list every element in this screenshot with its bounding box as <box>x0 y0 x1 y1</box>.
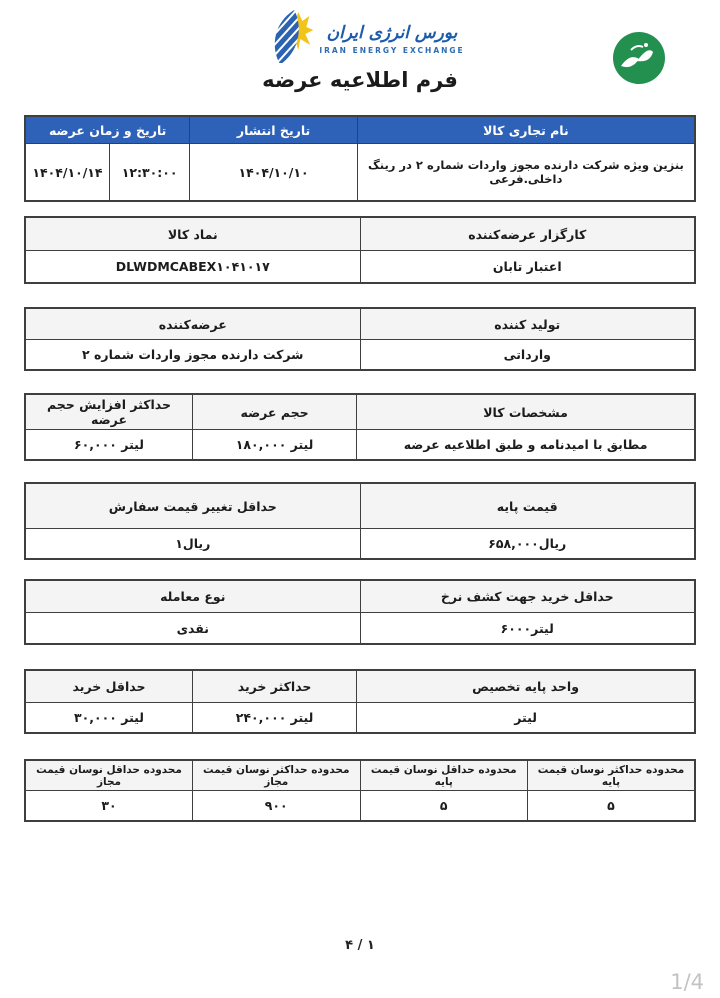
min-price-change-header: حداقل تغییر قیمت سفارش <box>25 483 360 529</box>
max-base-fluctuation-cell: ۵ <box>528 791 696 822</box>
max-allowed-fluctuation-cell: ۹۰۰ <box>193 791 361 822</box>
trade-type-header: نوع معامله <box>25 580 360 613</box>
min-discovery-buy-header: حداقل خرید جهت کشف نرخ <box>360 580 695 613</box>
specs-volume-table <box>24 393 696 461</box>
max-volume-increase-cell: لیتر ۶۰,۰۰۰ <box>25 430 193 461</box>
leaf-flame-icon <box>271 8 313 68</box>
symbol-header: نماد کالا <box>25 217 360 251</box>
min-allowed-fluctuation-cell: ۳۰ <box>25 791 193 822</box>
base-price-table <box>24 482 696 560</box>
broker-cell: اعتبار تابان <box>360 251 695 284</box>
product-name-cell: بنزین ویژه شرکت دارنده مجوز واردات شماره ۲ در رینگ داخلی.فرعی <box>357 144 695 202</box>
allocation-buylimit-table <box>24 669 696 734</box>
discovery-tradetype-table <box>24 579 696 645</box>
allocation-buylimit-header-row <box>25 670 695 703</box>
trade-type-cell: نقدی <box>25 613 360 645</box>
discovery-tradetype-header-row <box>25 580 695 613</box>
offer-summary-table <box>24 115 696 202</box>
min-price-change-cell: ریال۱ <box>25 529 360 560</box>
publish-date-cell: ۱۴۰۴/۱۰/۱۰ <box>190 144 358 202</box>
product-name-header: نام تجاری کالا <box>357 116 695 144</box>
volume-cell: لیتر ۱۸۰,۰۰۰ <box>193 430 357 461</box>
volume-header: حجم عرضه <box>193 394 357 430</box>
offer-datetime-header: تاریخ و زمان عرضه <box>25 116 190 144</box>
offer-time-cell: ۱۲:۳۰:۰۰ <box>109 144 189 202</box>
page-title: فرم اطلاعیه عرضه <box>262 68 458 92</box>
base-price-header: قیمت پایه <box>360 483 695 529</box>
broker-symbol-header-row <box>25 217 695 251</box>
producer-cell: وارداتی <box>360 340 695 371</box>
max-buy-header: حداکثر خرید <box>193 670 357 703</box>
discovery-tradetype-value-row <box>25 613 695 645</box>
producer-supplier-value-row <box>25 340 695 371</box>
publish-date-header: تاریخ انتشار <box>190 116 358 144</box>
offer-date-cell: ۱۴۰۴/۱۰/۱۴ <box>25 144 109 202</box>
base-price-value-row <box>25 529 695 560</box>
min-base-fluctuation-cell: ۵ <box>360 791 528 822</box>
broker-symbol-table <box>24 216 696 284</box>
page-number: ۱ / ۴ <box>345 938 375 953</box>
fluctuation-range-table <box>24 759 696 822</box>
max-base-fluctuation-header: محدوده حداکثر نوسان قیمت پایه <box>528 760 696 791</box>
symbol-cell: DLWDMCABEX۱۰۴۱۰۱۷ <box>25 251 360 284</box>
fluctuation-value-row <box>25 791 695 822</box>
specs-cell: مطابق با امیدنامه و طبق اطلاعیه عرضه <box>357 430 695 461</box>
base-price-header-row <box>25 483 695 529</box>
brand-name-fa: بورس انرژی ایران <box>326 22 458 43</box>
document-header <box>0 0 720 112</box>
supplier-header: عرضه‌کننده <box>25 308 360 340</box>
allocation-unit-header: واحد پایه تخصیص <box>357 670 695 703</box>
specs-header: مشخصات کالا <box>357 394 695 430</box>
min-discovery-buy-cell: لیتر۶۰۰۰ <box>360 613 695 645</box>
producer-supplier-table <box>24 307 696 371</box>
broker-header: کارگزار عرضه‌کننده <box>360 217 695 251</box>
viewer-page-indicator: 1/4 <box>670 970 704 994</box>
broker-symbol-value-row <box>25 251 695 284</box>
allocation-buylimit-value-row <box>25 703 695 734</box>
brand-name-en: IRAN ENERGY EXCHANGE <box>319 46 465 56</box>
producer-header: تولید کننده <box>360 308 695 340</box>
min-buy-cell: لیتر ۳۰,۰۰۰ <box>25 703 193 734</box>
producer-supplier-header-row <box>25 308 695 340</box>
offer-summary-header-row <box>25 116 695 144</box>
brand-text <box>319 21 464 56</box>
min-buy-header: حداقل خرید <box>25 670 193 703</box>
iran-energy-exchange-logo <box>271 8 464 68</box>
allocation-unit-cell: لیتر <box>357 703 695 734</box>
max-buy-cell: لیتر ۲۴۰,۰۰۰ <box>193 703 357 734</box>
fluctuation-header-row <box>25 760 695 791</box>
max-allowed-fluctuation-header: محدوده حداکثر نوسان قیمت مجاز <box>193 760 361 791</box>
offer-summary-value-row <box>25 144 695 202</box>
specs-volume-header-row <box>25 394 695 430</box>
supplier-cell: شرکت دارنده مجوز واردات شماره ۲ <box>25 340 360 371</box>
base-price-cell: ریال۶۵۸,۰۰۰ <box>360 529 695 560</box>
min-allowed-fluctuation-header: محدوده حداقل نوسان قیمت مجاز <box>25 760 193 791</box>
min-base-fluctuation-header: محدوده حداقل نوسان قیمت پایه <box>360 760 528 791</box>
specs-volume-value-row <box>25 430 695 461</box>
max-volume-increase-header: حداکثر افزایش حجم عرضه <box>25 394 193 430</box>
